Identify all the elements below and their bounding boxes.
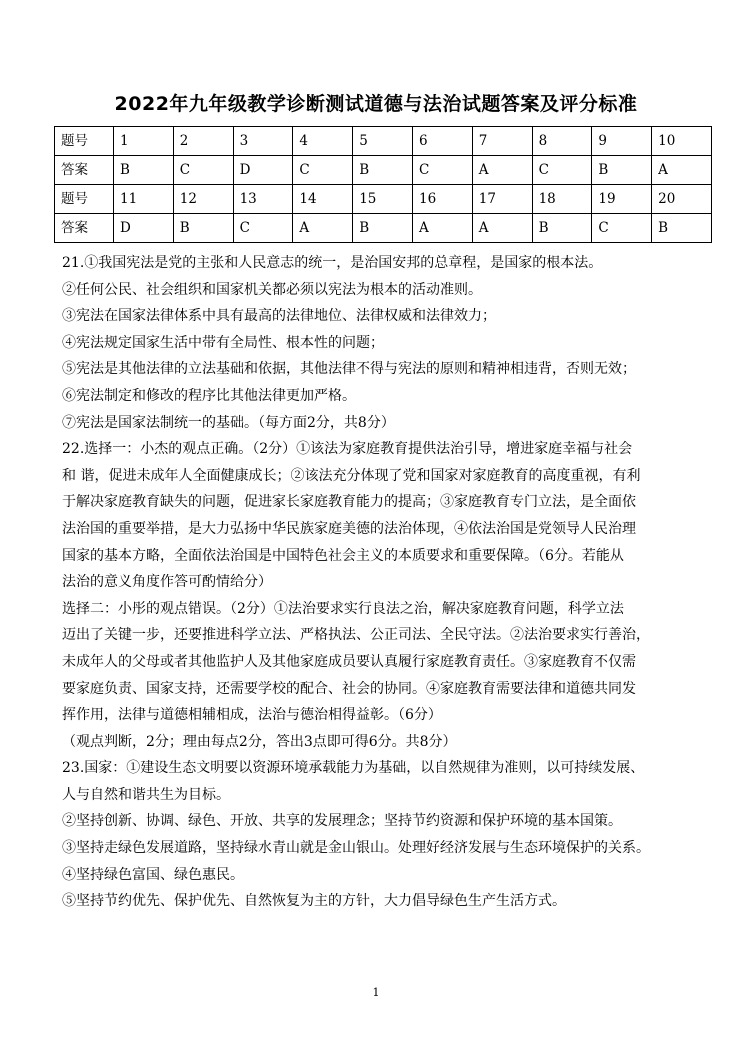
table-cell: 11	[114, 185, 174, 214]
table-cell: C	[293, 156, 353, 185]
table-cell: 17	[472, 185, 532, 214]
table-cell: 3	[233, 127, 293, 156]
text-line: 挥作用，法律与道德相辅相成，法治与德治相得益彰。（6分）	[62, 707, 442, 724]
table-cell: A	[293, 214, 353, 243]
table-cell: A	[472, 156, 532, 185]
text-line: 和 谐，促进未成年人全面健康成长；②该法充分体现了党和国家对家庭教育的高度重视，有利	[62, 467, 641, 484]
text-line: 23.国家：①建设生态文明要以资源环境承载能力为基础，以自然规律为准则，以可持续发展、	[62, 760, 645, 777]
table-row	[55, 156, 712, 185]
table-cell: 1	[114, 127, 174, 156]
table-cell: B	[173, 214, 233, 243]
table-row	[55, 127, 712, 156]
table-cell: A	[652, 156, 712, 185]
text-line: 法治的意义角度作答可酌情给分）	[62, 574, 272, 591]
text-line: ⑥宪法制定和修改的程序比其他法律更加严格。	[62, 387, 356, 404]
text-line: 迈出了关键一步，还要推进科学立法、严格执法、公正司法、全民守法。②法治要求实行善治，	[62, 627, 650, 644]
table-cell: C	[233, 214, 293, 243]
table-cell: C	[173, 156, 233, 185]
table-cell: 9	[592, 127, 652, 156]
text-line: 选择二：小彤的观点错误。（2分）①法治要求实行良法之治，解决家庭教育问题，科学立法	[62, 600, 624, 617]
table-cell: B	[353, 214, 413, 243]
table-cell: 20	[652, 185, 712, 214]
text-line: （观点判断，2分；理由每点2分，答出3点即可得6分。共8分）	[62, 733, 457, 750]
text-line: 22.选择一：小杰的观点正确。（2分）①该法为家庭教育提供法治引导，增进家庭幸福与社会	[62, 441, 633, 458]
page-number: 1	[372, 986, 380, 999]
table-cell: 18	[532, 185, 592, 214]
table-cell: C	[592, 214, 652, 243]
row-label: 答案	[55, 156, 114, 185]
table-cell: B	[353, 156, 413, 185]
row-label: 题号	[55, 127, 114, 156]
table-cell: 12	[173, 185, 233, 214]
answer-body	[62, 250, 702, 915]
text-line: ⑤宪法是其他法律的立法基础和依据，其他法律不得与宪法的原则和精神相违背，否则无效；	[62, 361, 636, 378]
text-line: 法治国的重要举措，是大力弘扬中华民族家庭美德的法治体现，④依法治国是党领导人民治理	[62, 520, 636, 537]
text-line: 要家庭负责、国家支持，还需要学校的配合、社会的协同。④家庭教育需要法律和道德共同发	[62, 680, 636, 697]
table-cell: B	[114, 156, 174, 185]
text-line: 国家的基本方略，全面依法治国是中国特色社会主义的本质要求和重要保障。（6分。若能从	[62, 547, 624, 564]
table-cell: 7	[472, 127, 532, 156]
text-line: ④坚持绿色富国、绿色惠民。	[62, 866, 244, 883]
text-line: 于解决家庭教育缺失的问题，促进家长家庭教育能力的提高；③家庭教育专门立法，是全面依	[62, 494, 636, 511]
text-line: ⑦宪法是国家法制统一的基础。（每方面2分，共8分）	[62, 414, 395, 431]
answer-table	[54, 126, 712, 243]
table-cell: B	[652, 214, 712, 243]
text-line: ④宪法规定国家生活中带有全局性、根本性的问题；	[62, 334, 384, 351]
table-cell: D	[114, 214, 174, 243]
table-cell: 4	[293, 127, 353, 156]
text-line: ③坚持走绿色发展道路，坚持绿水青山就是金山银山。处理好经济发展与生态环境保护的关系。	[62, 840, 650, 857]
table-cell: 2	[173, 127, 233, 156]
table-cell: B	[592, 156, 652, 185]
table-cell: 13	[233, 185, 293, 214]
document-title: 2022年九年级教学诊断测试道德与法治试题答案及评分标准	[114, 93, 638, 115]
text-line: ②坚持创新、协调、绿色、开放、共享的发展理念；坚持节约资源和保护环境的基本国策。	[62, 813, 622, 830]
table-cell: 8	[532, 127, 592, 156]
table-cell: D	[233, 156, 293, 185]
table-row	[55, 185, 712, 214]
table-cell: C	[412, 156, 472, 185]
table-cell: 19	[592, 185, 652, 214]
row-label: 题号	[55, 185, 114, 214]
table-cell: 5	[353, 127, 413, 156]
table-cell: 16	[412, 185, 472, 214]
row-label: 答案	[55, 214, 114, 243]
table-cell: A	[472, 214, 532, 243]
table-cell: 14	[293, 185, 353, 214]
text-line: ③宪法在国家法律体系中具有最高的法律地位、法律权威和法律效力；	[62, 308, 496, 325]
table-cell: B	[532, 214, 592, 243]
table-row	[55, 214, 712, 243]
text-line: 人与自然和谐共生为目标。	[62, 786, 230, 803]
table-cell: 15	[353, 185, 413, 214]
text-line: ②任何公民、社会组织和国家机关都必须以宪法为根本的活动准则。	[62, 281, 482, 298]
text-line: ⑤坚持节约优先、保护优先、自然恢复为主的方针，大力倡导绿色生产生活方式。	[62, 893, 566, 910]
text-line: 未成年人的父母或者其他监护人及其他家庭成员要认真履行家庭教育责任。③家庭教育不仅需	[62, 653, 636, 670]
table-cell: 10	[652, 127, 712, 156]
table-cell: A	[412, 214, 472, 243]
text-line: 21.①我国宪法是党的主张和人民意志的统一，是治国安邦的总章程，是国家的根本法。	[62, 255, 603, 271]
table-cell: C	[532, 156, 592, 185]
table-cell: 6	[412, 127, 472, 156]
